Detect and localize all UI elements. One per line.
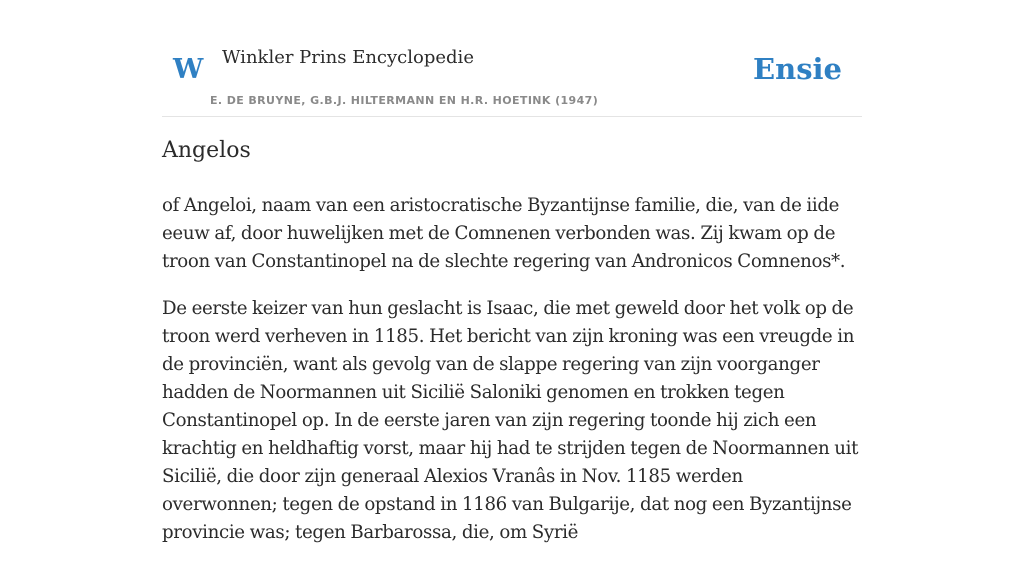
ensie-brand-link[interactable]: Ensie (753, 52, 842, 86)
site-header (162, 38, 862, 117)
site-subtitle: E. DE BRUYNE, G.B.J. HILTERMANN EN H.R. HOETINK (1947) (210, 94, 599, 107)
article-title: Angelos (162, 138, 251, 163)
site-title[interactable]: Winkler Prins Encyclopedie (222, 47, 474, 68)
article-paragraph: De eerste keizer van hun geslacht is Isaac, die met geweld door het volk op de troon werd verheven in 1185. Het bericht van zijn kroning was een vreugde in de provinciën, want als gevolg van de slappe regering van zijn voorganger hadden de Noormannen uit Sicilië Saloniki genomen en trokken tegen Constantinopel op. In de eerste jaren van zijn regering toonde hij zich een krachtig en heldhaftig vorst, maar hij had te strijden tegen de Noormannen uit Sicilië, die door zijn generaal Alexios Vranâs in Nov. 1185 werden overwonnen; tegen de opstand in 1186 van Bulgarije, dat nog een Byzantijnse provincie was; tegen Barbarossa, die, om Syrië (162, 298, 859, 543)
logo-letter: W (173, 54, 204, 85)
article-paragraph: of Angeloi, naam van een aristocratische Byzantijnse familie, die, van de iide eeuw af, door huwelijken met de Comnenen verbonden was. Zij kwam op de troon van Constantinopel na de slechte regering van Andronicos Comnenos*. (162, 195, 846, 272)
article-body (162, 192, 862, 566)
wp-logo-icon[interactable] (173, 54, 203, 85)
